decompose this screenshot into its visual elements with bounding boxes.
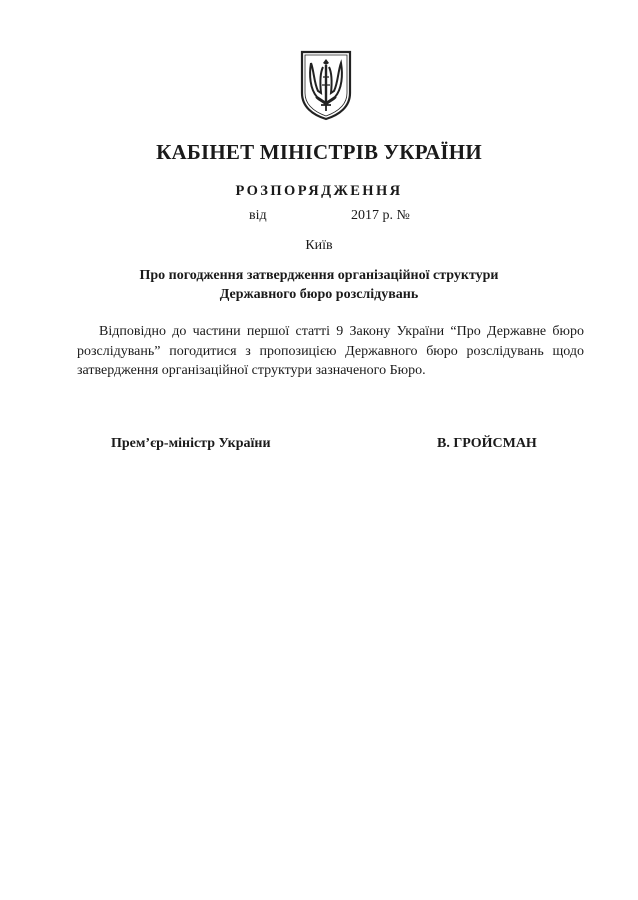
body-paragraph: Відповідно до частини першої статті 9 Закону України “Про Державне бюро розслідувань” погодитися з пропозицією Державного бюро розслідувань щодо затвердження організаційної структури зазначеного Бюро. [77, 324, 584, 378]
document-subject [0, 266, 638, 304]
organization-title: КАБІНЕТ МІНІСТРІВ УКРАЇНИ [156, 140, 482, 164]
subject-line-1: Про погодження затвердження організаційної структури [139, 268, 499, 283]
city-name: Київ [305, 238, 333, 253]
trident-coat-of-arms-icon [299, 49, 353, 121]
subject-line-2: Державного бюро розслідувань [219, 287, 419, 302]
signatory-name: В. ГРОЙСМАН [437, 436, 537, 451]
signatory-position: Прем’єр-міністр України [111, 436, 271, 451]
date-year-number: 2017 р. № [351, 208, 410, 223]
date-prefix: від [249, 208, 267, 223]
document-type-heading: РОЗПОРЯДЖЕННЯ [235, 183, 403, 199]
